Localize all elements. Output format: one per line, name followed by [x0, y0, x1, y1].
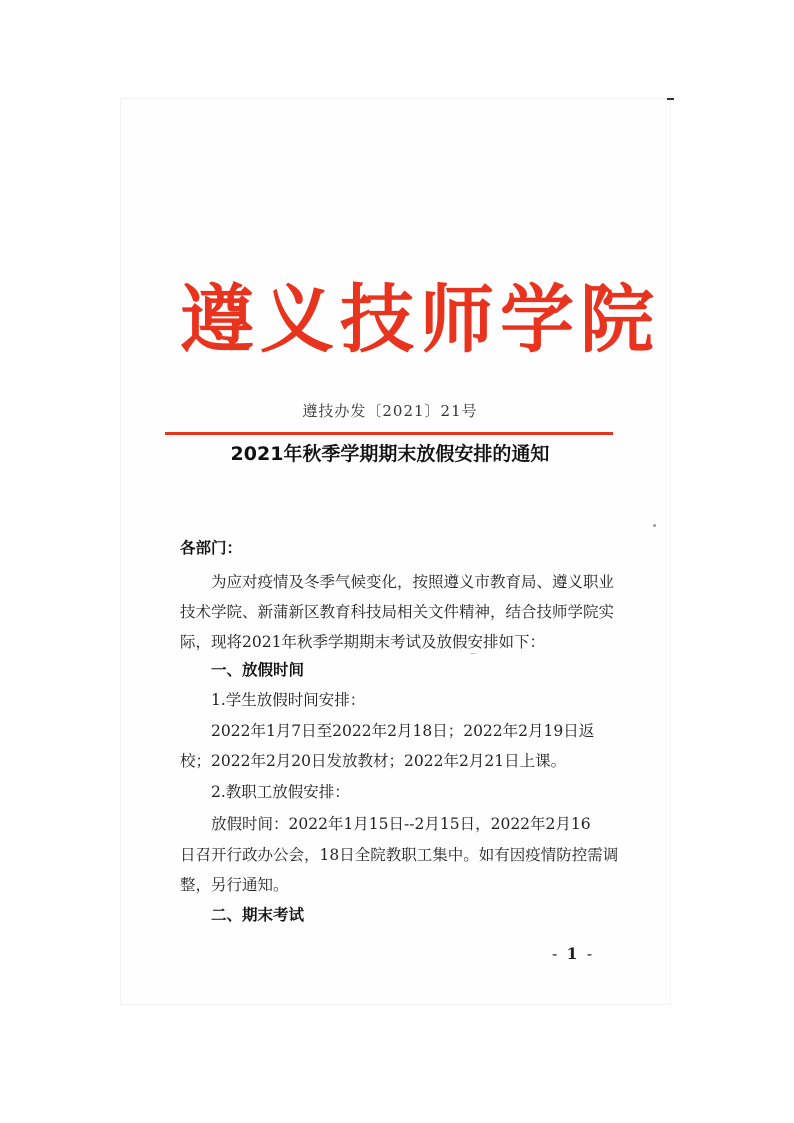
page-number-value: 1: [566, 944, 580, 963]
paragraph-line: 日召开行政办公会，18日全院教职工集中。如有因疫情防控需调: [180, 846, 619, 864]
paragraph-line: 校；2022年2月20日发放教材；2022年2月21日上课。: [180, 752, 567, 770]
item-heading: 1.学生放假时间安排：: [211, 691, 366, 709]
document-number: 遵技办发〔2021〕21号: [302, 402, 478, 420]
paragraph-line: 放假时间：2022年1月15日--2月15日，2022年2月16: [211, 815, 591, 833]
paragraph-line: 为应对疫情及冬季气候变化，按照遵义市教育局、遵义职业: [211, 573, 615, 591]
paragraph-line: 2022年1月7日至2022年2月18日；2022年2月19日返: [211, 722, 595, 740]
notice-title: 2021年秋季学期期末放假安排的通知: [230, 443, 550, 465]
section-heading: 二、期末考试: [211, 906, 305, 924]
page-number-prefix: -: [552, 944, 567, 963]
paragraph-line: 际，现将2021年秋季学期期末考试及放假安排如下：: [180, 633, 545, 651]
org-name-header: 遵义技师学院: [180, 277, 660, 363]
paragraph-line: 技术学院、新蒲新区教育科技局相关文件精神，结合技师学院实: [180, 603, 615, 621]
paragraph-line: 整，另行通知。: [180, 876, 289, 894]
salutation: 各部门：: [180, 539, 243, 557]
red-divider-line: [165, 432, 613, 435]
page-number: [552, 944, 594, 963]
scan-speck: [653, 524, 656, 527]
scan-mark: [667, 98, 674, 100]
item-heading: 2.教职工放假安排：: [211, 783, 350, 801]
page-number-suffix: -: [579, 944, 595, 963]
section-heading: 一、放假时间: [211, 661, 305, 679]
